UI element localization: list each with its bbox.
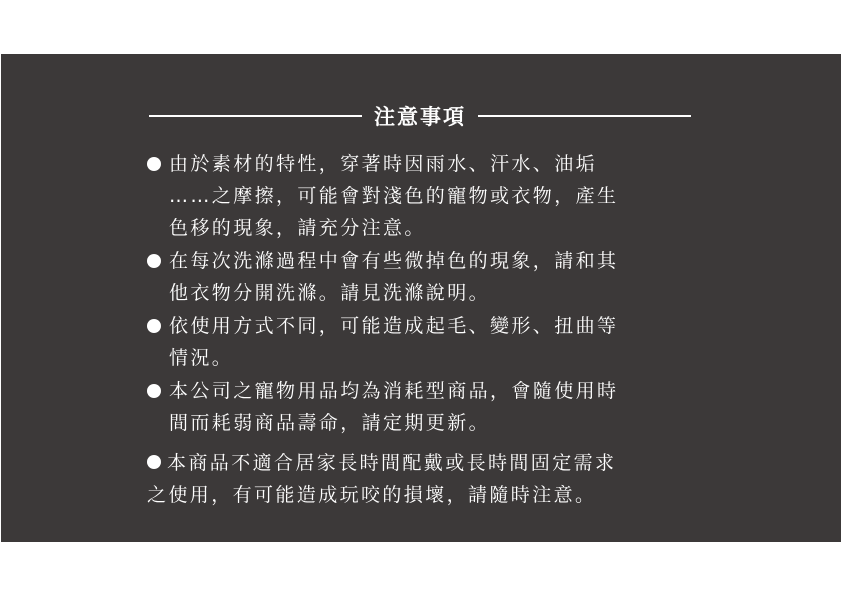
notice-line: 他衣物分開洗滌。請見洗滌說明。 xyxy=(169,282,491,304)
notice-line: 本商品不適合居家長時間配戴或長時間固定需求 xyxy=(167,452,617,474)
notice-item xyxy=(147,447,707,511)
bullet-icon xyxy=(147,384,161,398)
notice-line: 色移的現象，請充分注意。 xyxy=(169,217,426,239)
notice-line: ……之摩擦，可能會對淺色的寵物或衣物，產生 xyxy=(169,185,619,207)
notice-line: 情況。 xyxy=(169,347,234,369)
title-left-rule xyxy=(149,115,362,117)
notice-panel xyxy=(1,54,841,542)
notice-item xyxy=(147,148,707,244)
notice-item xyxy=(147,310,707,374)
notice-line: 本公司之寵物用品均為消耗型商品，會隨使用時 xyxy=(169,380,619,402)
bullet-icon xyxy=(147,455,161,469)
notice-line: 由於素材的特性，穿著時因雨水、汗水、油垢 xyxy=(169,153,598,175)
notice-list xyxy=(147,148,707,511)
notice-line-wrap xyxy=(147,447,707,479)
notice-line: 之使用，有可能造成玩咬的損壞，請隨時注意。 xyxy=(147,484,597,506)
notice-line: 間而耗弱商品壽命，請定期更新。 xyxy=(169,412,491,434)
title-right-rule xyxy=(478,115,691,117)
notice-line: 依使用方式不同，可能造成起毛、變形、扭曲等 xyxy=(169,315,619,337)
notice-title: 注意事項 xyxy=(374,105,466,129)
bullet-icon xyxy=(147,157,161,171)
notice-item xyxy=(147,375,707,439)
notice-line: 在每次洗滌過程中會有些微掉色的現象，請和其 xyxy=(169,250,619,272)
notice-item xyxy=(147,245,707,309)
bullet-icon xyxy=(147,319,161,333)
notice-title-row xyxy=(149,100,691,132)
bullet-icon xyxy=(147,254,161,268)
